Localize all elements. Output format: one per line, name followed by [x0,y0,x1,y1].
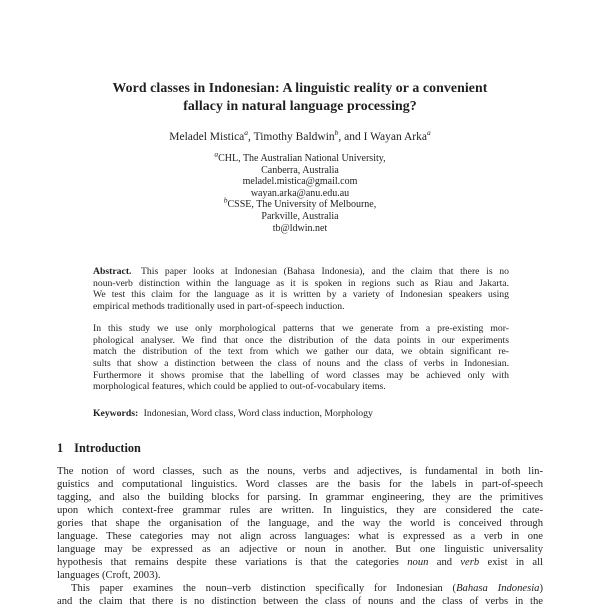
abstract-text-line: empirical methods traditionally used in part-of-speech induction. [93,301,345,313]
abstract-text-line: sults that show a distinction between the class of nouns and the class of verbs in Indonesian. [93,357,509,369]
body-text-line: upon which context-free grammar rules are written. In linguistics, they are considered the cate- [57,505,543,516]
body-text-line: tagging, and also the building blocks for parsing. In grammar engineering, they are the primitives [57,492,543,503]
section-title: Introduction [74,441,141,455]
body-text-line: guistics and computational linguistics. Word classes are the basis for the labels in part-of-speech [57,479,543,490]
abstract-label: Abstract. [93,266,132,277]
abstract-text-line: In this study we use only morphological patterns that we generate from a pre-existing mor- [93,322,509,334]
abstract-text-line [93,266,509,278]
body-text-line: language. These categories may not align across languages: what is expressed as a verb in one [57,531,543,542]
body-text: and [436,557,453,568]
affiliation-line-anu [0,149,600,165]
body-text: ) [539,583,543,594]
abstract-text-line: phological analyser. We find that once the distribution of the data points in our experiments [93,334,509,346]
keywords-line [93,408,509,420]
affiliation-line-melbourne [0,196,600,211]
paragraph-gap [93,313,509,323]
keywords-label: Keywords: [93,408,139,420]
affiliation-line-parkville: Parkville, Australia [261,210,339,222]
abstract-text-line: match the distribution of the text from which we gather our data, we obtain significant re- [93,346,509,358]
body-text-line [57,582,543,595]
keywords-text: Indonesian, Word class, Word class induction, Morphology [143,408,373,420]
title-block [0,79,600,234]
italic-term-bahasa-indonesia: Bahasa Indonesia [456,583,540,594]
author-name-baldwin: , Timothy Baldwin [248,131,335,143]
affiliation-line-canberra: Canberra, Australia [261,164,339,176]
body-text: hypothesis that remains despite these variations is that the categories [57,557,399,568]
italic-term-noun: noun [407,557,429,568]
body-text: exist in all [487,557,543,568]
italic-term-verb: verb [460,557,480,568]
body-text-line: languages (Croft, 2003). [57,570,161,581]
clipped-text-line: and the claim that there is no distinction between the class of nouns and the class of verbs in the [57,596,543,607]
body-text: This paper examines the noun–verb distinction specifically for Indonesian ( [71,583,457,594]
title-line-1: Word classes in Indonesian: A linguistic reality or a convenient [112,80,488,95]
author-line [0,130,600,144]
abstract-section [93,266,509,420]
affiliation-sup: b [223,196,228,206]
affiliation-sup: a [214,149,219,159]
paper-title [0,79,600,115]
abstract-text-line: Furthermore it shows promise that the labelling of word classes may be achieved only with [93,369,509,381]
author-name-arka: , and I Wayan Arka [338,131,427,143]
author-affiliation-sup: a [244,128,249,138]
abstract-text-line: We test this claim for the language as it is written by a variety of Indonesian speakers using [93,289,509,301]
abstract-text-line: noun-verb distinction within the language as it is spoken in regions such as Riau and Jakarta. [93,277,509,289]
body-text-line [57,556,543,569]
title-line-2: fallacy in natural language processing? [183,98,417,113]
email-mistica: meladel.mistica@gmail.com [242,176,358,188]
author-affiliation-sup: a [427,128,431,138]
keywords-gap [93,393,509,408]
affiliation-text: CSSE, The University of Melbourne, [227,199,377,211]
email-arka: wayan.arka@anu.edu.au [250,187,350,199]
body-text-line: The notion of word classes, such as the nouns, verbs and adjectives, is fundamental in both lin- [57,466,543,477]
section-number: 1 [57,441,64,455]
email-baldwin: tb@ldwin.net [272,222,328,234]
author-affiliation-sup: b [334,128,339,138]
section-heading [57,441,543,455]
affiliation-text: CHL, The Australian National University, [218,153,386,164]
body-text-line: language may be expressed as an adjective or noun in another. But one linguistic universality [57,544,543,555]
abstract-text: This paper looks at Indonesian (Bahasa Indonesia), and the claim that there is no [141,266,509,277]
introduction-section [57,441,543,608]
author-name-mistica: Meladel Mistica [169,131,245,143]
abstract-text-line: morphological features, which could be applied to out-of-vocabulary items. [93,381,386,393]
affiliation-block [0,149,600,234]
body-text-line: gories that shape the organisation of the language, and the way the world is conceived through [57,518,543,529]
